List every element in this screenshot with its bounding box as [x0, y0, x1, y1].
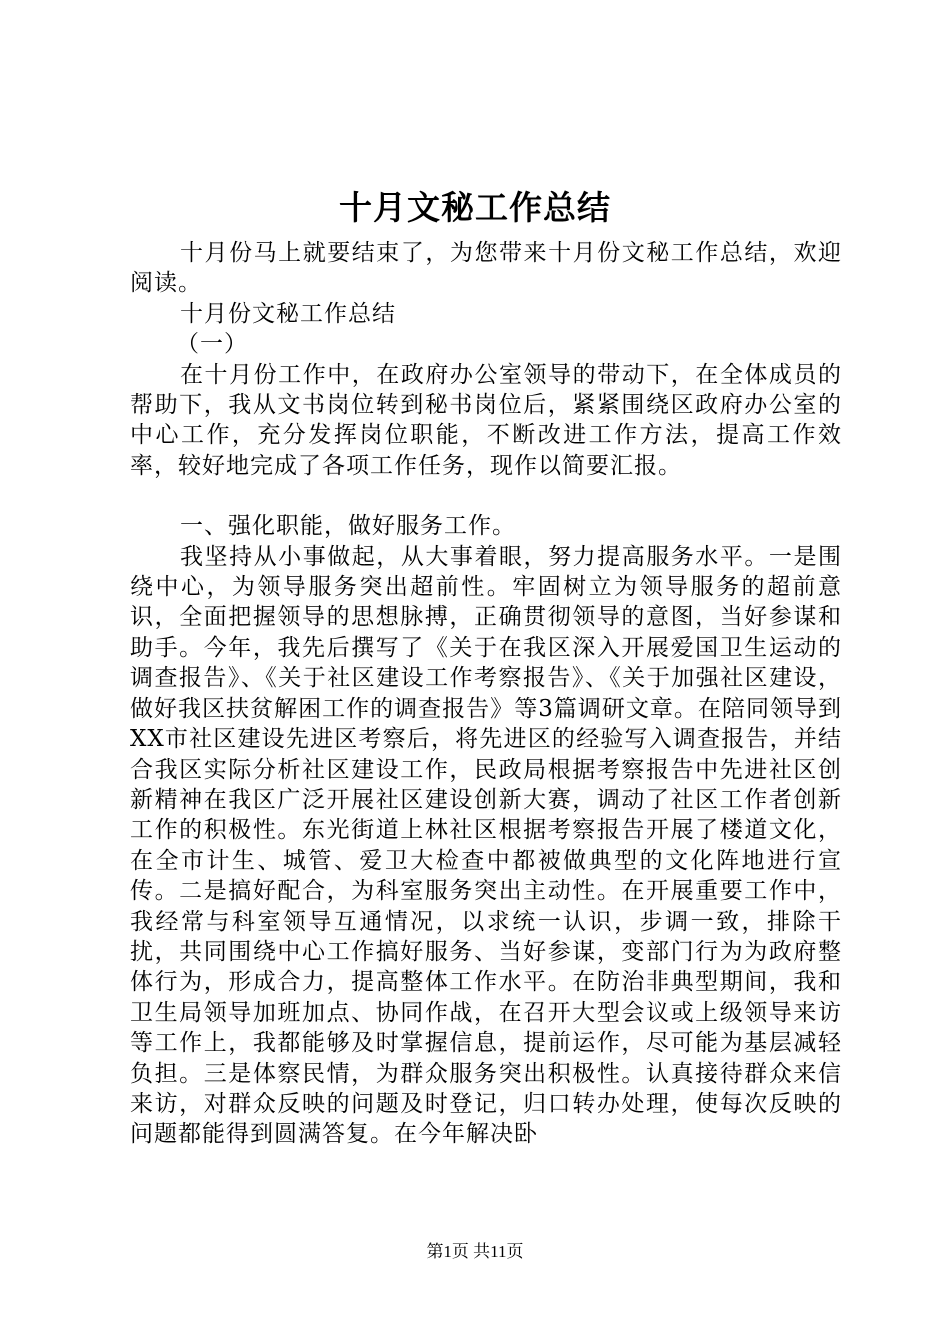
- document-body: [130, 238, 842, 1150]
- section-heading: 一、强化职能，做好服务工作。: [180, 513, 516, 540]
- intro-paragraph: 十月份马上就要结束了，为您带来十月份文秘工作总结，欢迎阅读。: [130, 240, 842, 297]
- summary-paragraph: 在十月份工作中，在政府办公室领导的带动下，在全体成员的帮助下，我从文书岗位转到秘书岗位后，紧紧围绕区政府办公室的中心工作，充分发挥岗位职能，不断改进工作方法，提高工作效率，较好地完成了各项工作任务，现作以简要汇报。: [130, 361, 842, 479]
- page-footer: 第1页 共11页: [426, 1242, 524, 1261]
- body-paragraph: 我坚持从小事做起，从大事着眼，努力提高服务水平。一是围绕中心，为领导服务突出超前性。牢固树立为领导服务的超前意识，全面把握领导的思想脉搏，正确贯彻领导的意图，当好参谋和助手。今年，我先后撰写了《关于在我区深入开展爱国卫生运动的调查报告》、《关于社区建设工作考察报告》、《关于加强社区建设，做好我区扶贫解困工作的调查报告》等3篇调研文章。在陪同领导到XX市社区建设先进区考察后，将先进区的经验写入调查报告，并结合我区实际分析社区建设工作，民政局根据考察报告中先进社区创新精神在我区广泛开展社区建设创新大赛，调动了社区工作者创新工作的积极性。东光街道上林社区根据考察报告开展了楼道文化，在全市计生、城管、爱卫大检查中都被做典型的文化阵地进行宣传。二是搞好配合，为科室服务突出主动性。在开展重要工作中，我经常与科室领导互通情况，以求统一认识，步调一致，排除干扰，共同围绕中心工作搞好服务、当好参谋，变部门行为为政府整体行为，形成合力，提高整体工作水平。在防治非典型期间，我和卫生局领导加班加点、协同作战，在召开大型会议或上级领导来访等工作上，我都能够及时掌握信息，提前运作，尽可能为基层减轻负担。三是体察民情，为群众服务突出积极性。认真接待群众来信来访，对群众反映的问题及时登记，归口转办处理，使每次反映的问题都能得到圆满答复。在今年解决卧: [130, 543, 842, 1148]
- subtitle-paragraph: 十月份文秘工作总结: [180, 300, 396, 327]
- section-number: （一）: [176, 331, 248, 358]
- document-title: 十月文秘工作总结: [339, 188, 611, 227]
